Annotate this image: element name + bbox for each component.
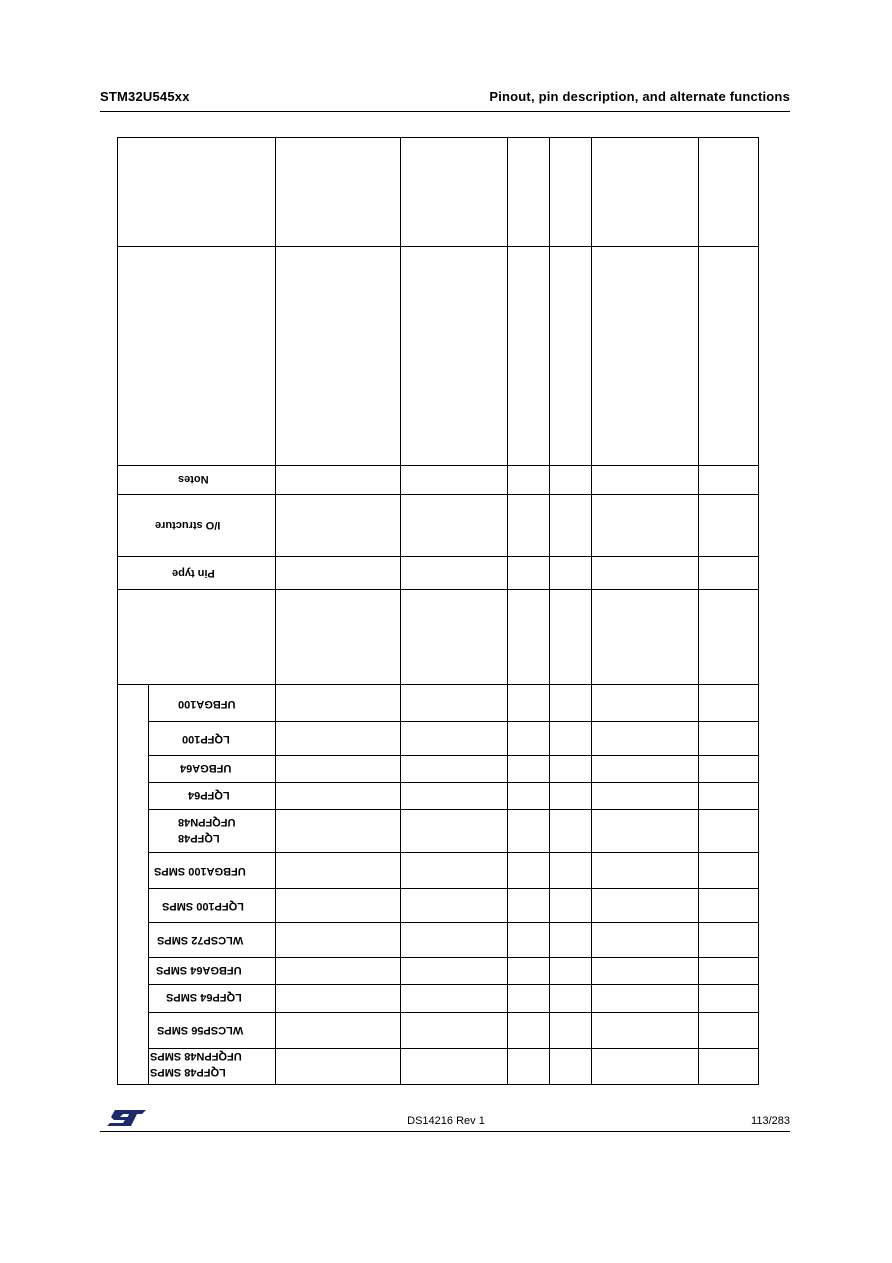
column-separator bbox=[758, 137, 759, 1085]
label-ufbga100-smps: UFBGA100 SMPS bbox=[154, 865, 246, 877]
column-separator bbox=[549, 137, 550, 1085]
label-ufbga64-smps: UFBGA64 SMPS bbox=[156, 964, 242, 976]
label-wlcsp72-smps: WLCSP72 SMPS bbox=[157, 934, 244, 946]
row-separator bbox=[117, 246, 759, 247]
column-separator bbox=[400, 137, 401, 1085]
row-separator bbox=[148, 984, 759, 985]
row-separator bbox=[148, 957, 759, 958]
label-lqfp64: LQFP64 bbox=[188, 789, 230, 801]
label-ufbga100: UFBGA100 bbox=[178, 698, 236, 710]
row-separator bbox=[117, 465, 759, 466]
row-separator bbox=[148, 721, 759, 722]
row-separator bbox=[148, 782, 759, 783]
label-lqfp48-ufqfpn48-smps: LQFP48 SMPS UFQFPN48 SMPS bbox=[150, 1050, 242, 1078]
label-wlcsp56-smps: WLCSP56 SMPS bbox=[157, 1024, 244, 1036]
label-lqfp48-ufqfpn48: LQFP48 UFQFPN48 bbox=[178, 816, 236, 844]
label-ufbga64: UFBGA64 bbox=[180, 762, 232, 774]
row-separator bbox=[117, 589, 759, 590]
table-border-top bbox=[117, 137, 759, 138]
column-separator bbox=[117, 137, 118, 1085]
column-separator bbox=[275, 137, 276, 1085]
row-separator bbox=[148, 888, 759, 889]
row-separator bbox=[148, 809, 759, 810]
label-lqfp64-smps: LQFP64 SMPS bbox=[166, 991, 242, 1003]
label-io-structure: I/O structure bbox=[155, 519, 221, 531]
row-separator bbox=[148, 922, 759, 923]
label-pin-type: Pin type bbox=[172, 567, 215, 579]
section-title: Pinout, pin description, and alternate functions bbox=[489, 89, 790, 104]
column-separator bbox=[591, 137, 592, 1085]
column-separator bbox=[698, 137, 699, 1085]
row-separator bbox=[117, 684, 759, 685]
table-border-bottom bbox=[117, 1084, 759, 1085]
row-separator bbox=[148, 755, 759, 756]
row-separator bbox=[117, 494, 759, 495]
document-revision: DS14216 Rev 1 bbox=[407, 1115, 485, 1127]
label-lqfp100: LQFP100 bbox=[182, 733, 230, 745]
label-notes: Notes bbox=[178, 473, 209, 485]
row-separator bbox=[117, 556, 759, 557]
row-separator bbox=[148, 852, 759, 853]
row-separator bbox=[148, 1012, 759, 1013]
document-id: STM32U545xx bbox=[100, 89, 190, 104]
label-lqfp100-smps: LQFP100 SMPS bbox=[162, 900, 244, 912]
column-separator bbox=[507, 137, 508, 1085]
column-separator bbox=[148, 684, 149, 1085]
footer-rule bbox=[100, 1131, 790, 1132]
page-number: 113/283 bbox=[751, 1115, 790, 1127]
